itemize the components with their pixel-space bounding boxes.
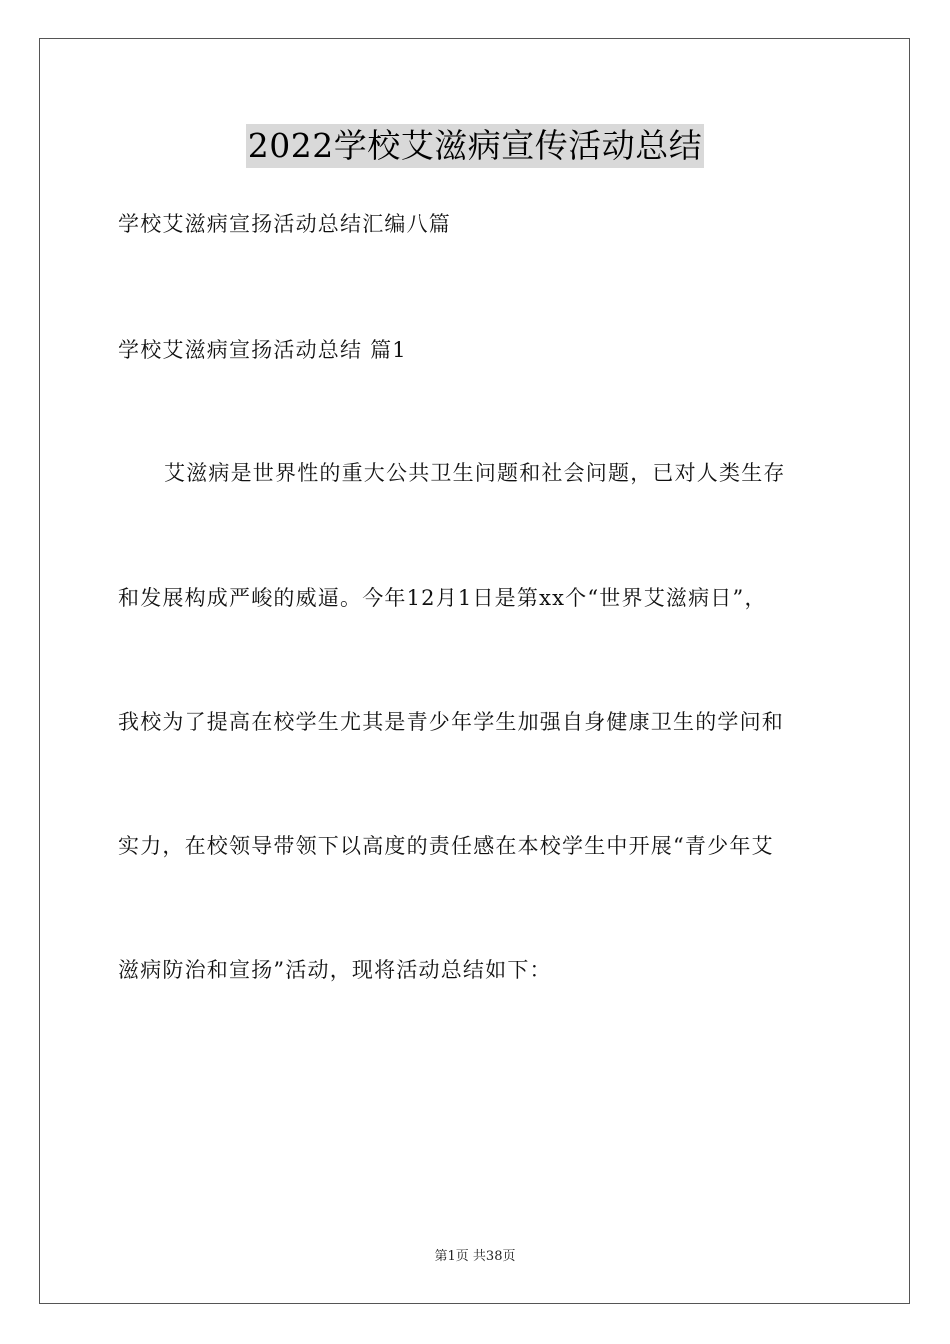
paragraph-line: 滋病防治和宣扬”活动，现将活动总结如下： [118, 958, 552, 982]
paragraph-line: 和发展构成严峻的威逼。今年12月1日是第xx个“世界艾滋病日”， [118, 586, 767, 610]
page-footer: 第1页 共38页 [434, 1249, 516, 1264]
paragraph-line: 我校为了提高在校学生尤其是青少年学生加强自身健康卫生的学问和 [118, 710, 784, 734]
document-subtitle: 学校艾滋病宣扬活动总结汇编八篇 [118, 212, 451, 236]
section-heading: 学校艾滋病宣扬活动总结 篇1 [118, 338, 407, 362]
paragraph-line: 艾滋病是世界性的重大公共卫生问题和社会问题，已对人类生存 [164, 461, 786, 485]
paragraph-line: 实力，在校领导带领下以高度的责任感在本校学生中开展“青少年艾 [118, 834, 774, 858]
document-title: 2022学校艾滋病宣传活动总结 [246, 124, 704, 168]
document-title-block [0, 124, 950, 168]
